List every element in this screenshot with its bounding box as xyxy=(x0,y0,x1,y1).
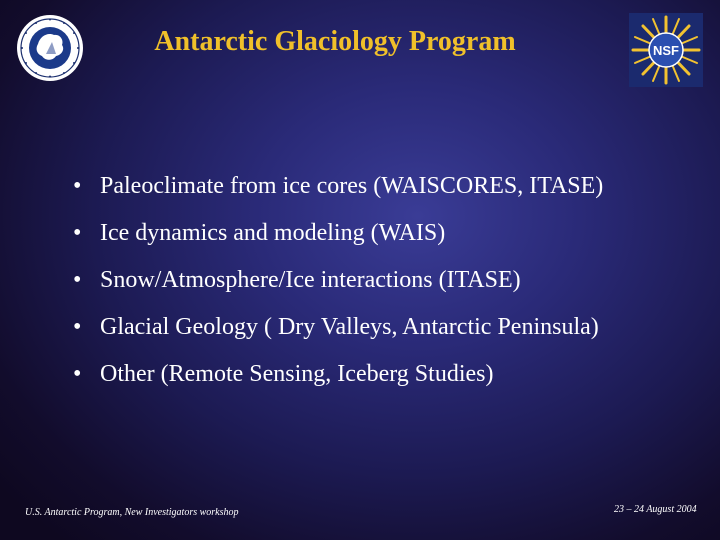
bullet-dot: • xyxy=(73,173,82,199)
bullet-text: Paleoclimate from ice cores (WAISCORES, ITASE) xyxy=(100,173,604,199)
list-item xyxy=(70,309,660,345)
bullet-text: Other (Remote Sensing, Iceberg Studies) xyxy=(100,361,494,387)
bullet-text: Glacial Geology ( Dry Valleys, Antarctic Peninsula) xyxy=(100,314,599,340)
bullet-dot: • xyxy=(73,361,82,387)
bullet-list xyxy=(70,168,660,403)
bullet-text: Snow/Atmosphere/Ice interactions (ITASE) xyxy=(100,267,521,293)
footer-workshop: U.S. Antarctic Program, New Investigators workshop xyxy=(25,507,239,518)
nsf-logo-icon xyxy=(629,13,703,87)
bullet-dot: • xyxy=(73,220,82,246)
list-item xyxy=(70,356,660,392)
footer-date: 23 – 24 August 2004 xyxy=(614,504,697,515)
bullet-text: Ice dynamics and modeling (WAIS) xyxy=(100,220,446,246)
nsf-logo-text: NSF xyxy=(653,43,679,58)
list-item xyxy=(70,168,660,204)
antarctic-program-seal-icon xyxy=(16,14,84,82)
list-item xyxy=(70,215,660,251)
slide-title: Antarctic Glaciology Program xyxy=(154,26,516,57)
list-item xyxy=(70,262,660,298)
bullet-dot: • xyxy=(73,267,82,293)
bullet-dot: • xyxy=(73,314,82,340)
